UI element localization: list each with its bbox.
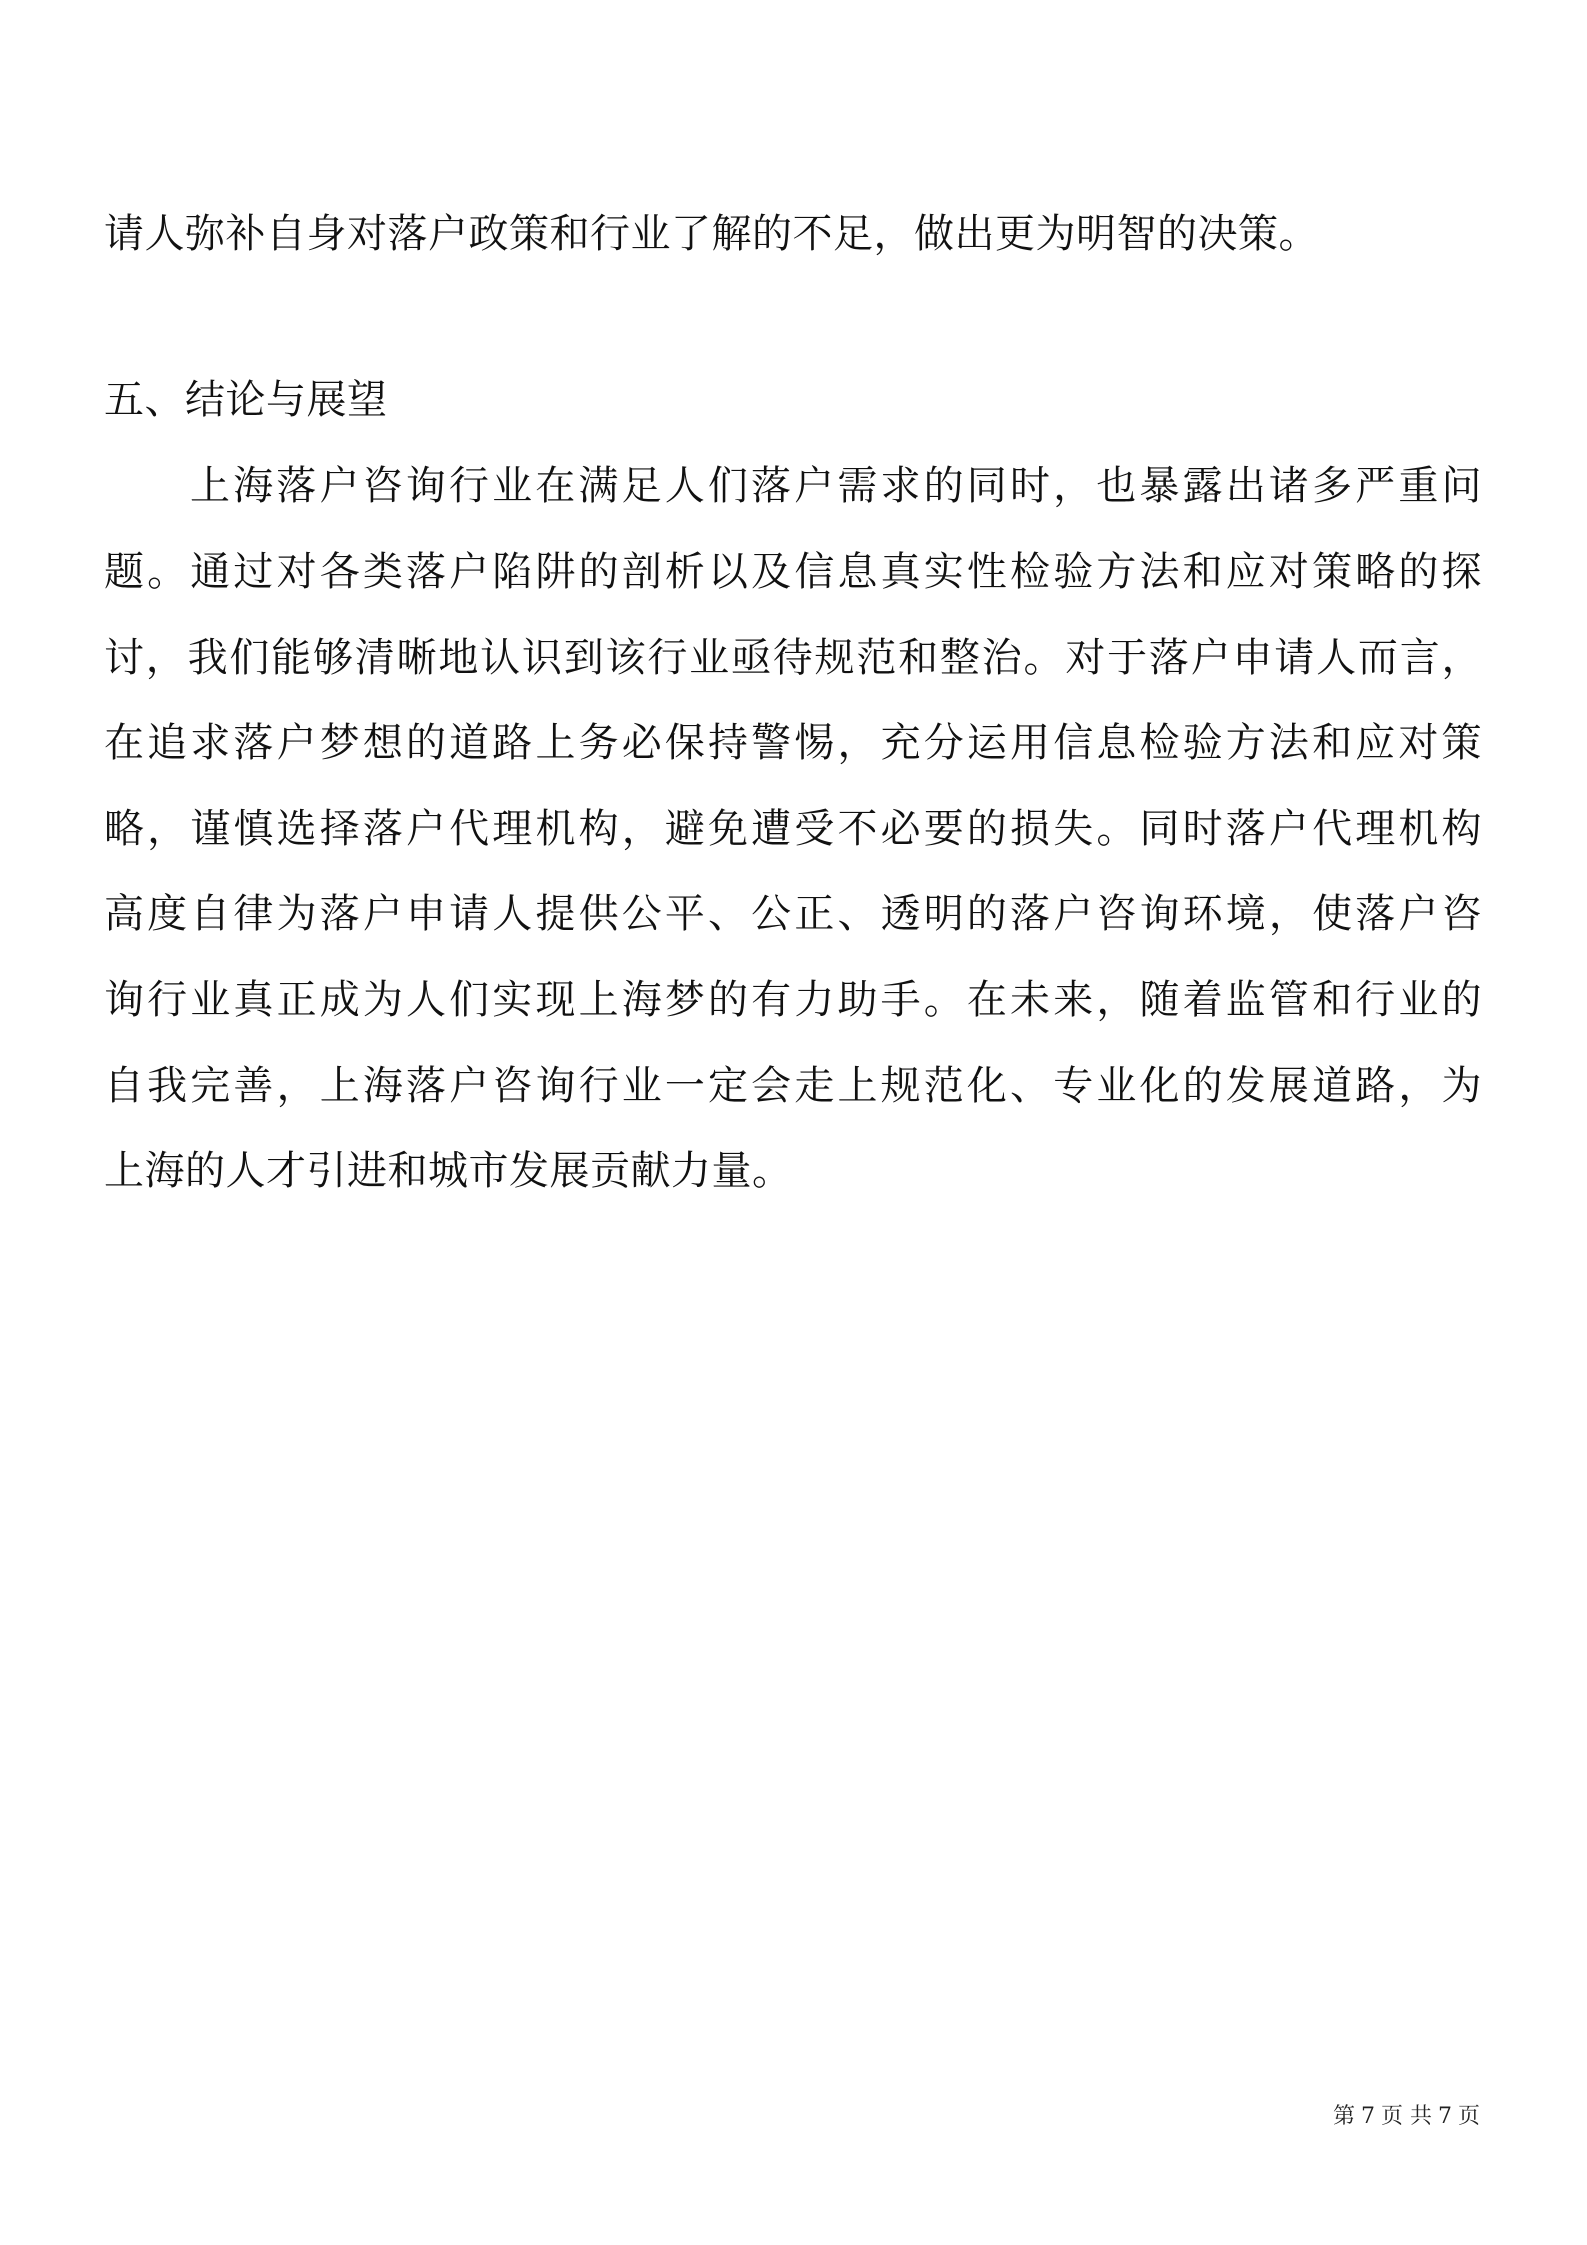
paragraph-line: 上海的人才引进和城市发展贡献力量。 (104, 1148, 793, 1194)
paragraph-line: 上海落户咨询行业在满足人们落户需求的同时，也暴露出诸多严重问 (190, 463, 1482, 509)
section-heading: 五、结论与展望 (104, 377, 388, 423)
page-footer (1330, 2103, 1483, 2131)
footer-page-number: 7 (1360, 2104, 1375, 2129)
footer-total-pages: 7 (1437, 2104, 1452, 2129)
paragraph-line: 略，谨慎选择落户代理机构，避免遭受不必要的损失。同时落户代理机构 (104, 806, 1482, 852)
paragraph-line: 自我完善，上海落户咨询行业一定会走上规范化、专业化的发展道路，为 (104, 1063, 1482, 1109)
footer-label-mid: 页 共 (1380, 2104, 1432, 2129)
continuation-line: 请人弥补自身对落户政策和行业了解的不足，做出更为明智的决策。 (104, 211, 1319, 257)
footer-label-post: 页 (1457, 2104, 1480, 2129)
paragraph-line: 题。通过对各类落户陷阱的剖析以及信息真实性检验方法和应对策略的探 (104, 549, 1482, 595)
paragraph-line: 高度自律为落户申请人提供公平、公正、透明的落户咨询环境，使落户咨 (104, 891, 1482, 937)
paragraph-line: 讨，我们能够清晰地认识到该行业亟待规范和整治。对于落户申请人而言， (104, 635, 1482, 681)
paragraph-line: 询行业真正成为人们实现上海梦的有力助手。在未来，随着监管和行业的 (104, 977, 1482, 1023)
paragraph-line: 在追求落户梦想的道路上务必保持警惕，充分运用信息检验方法和应对策 (104, 720, 1482, 766)
footer-label-pre: 第 (1332, 2104, 1355, 2129)
